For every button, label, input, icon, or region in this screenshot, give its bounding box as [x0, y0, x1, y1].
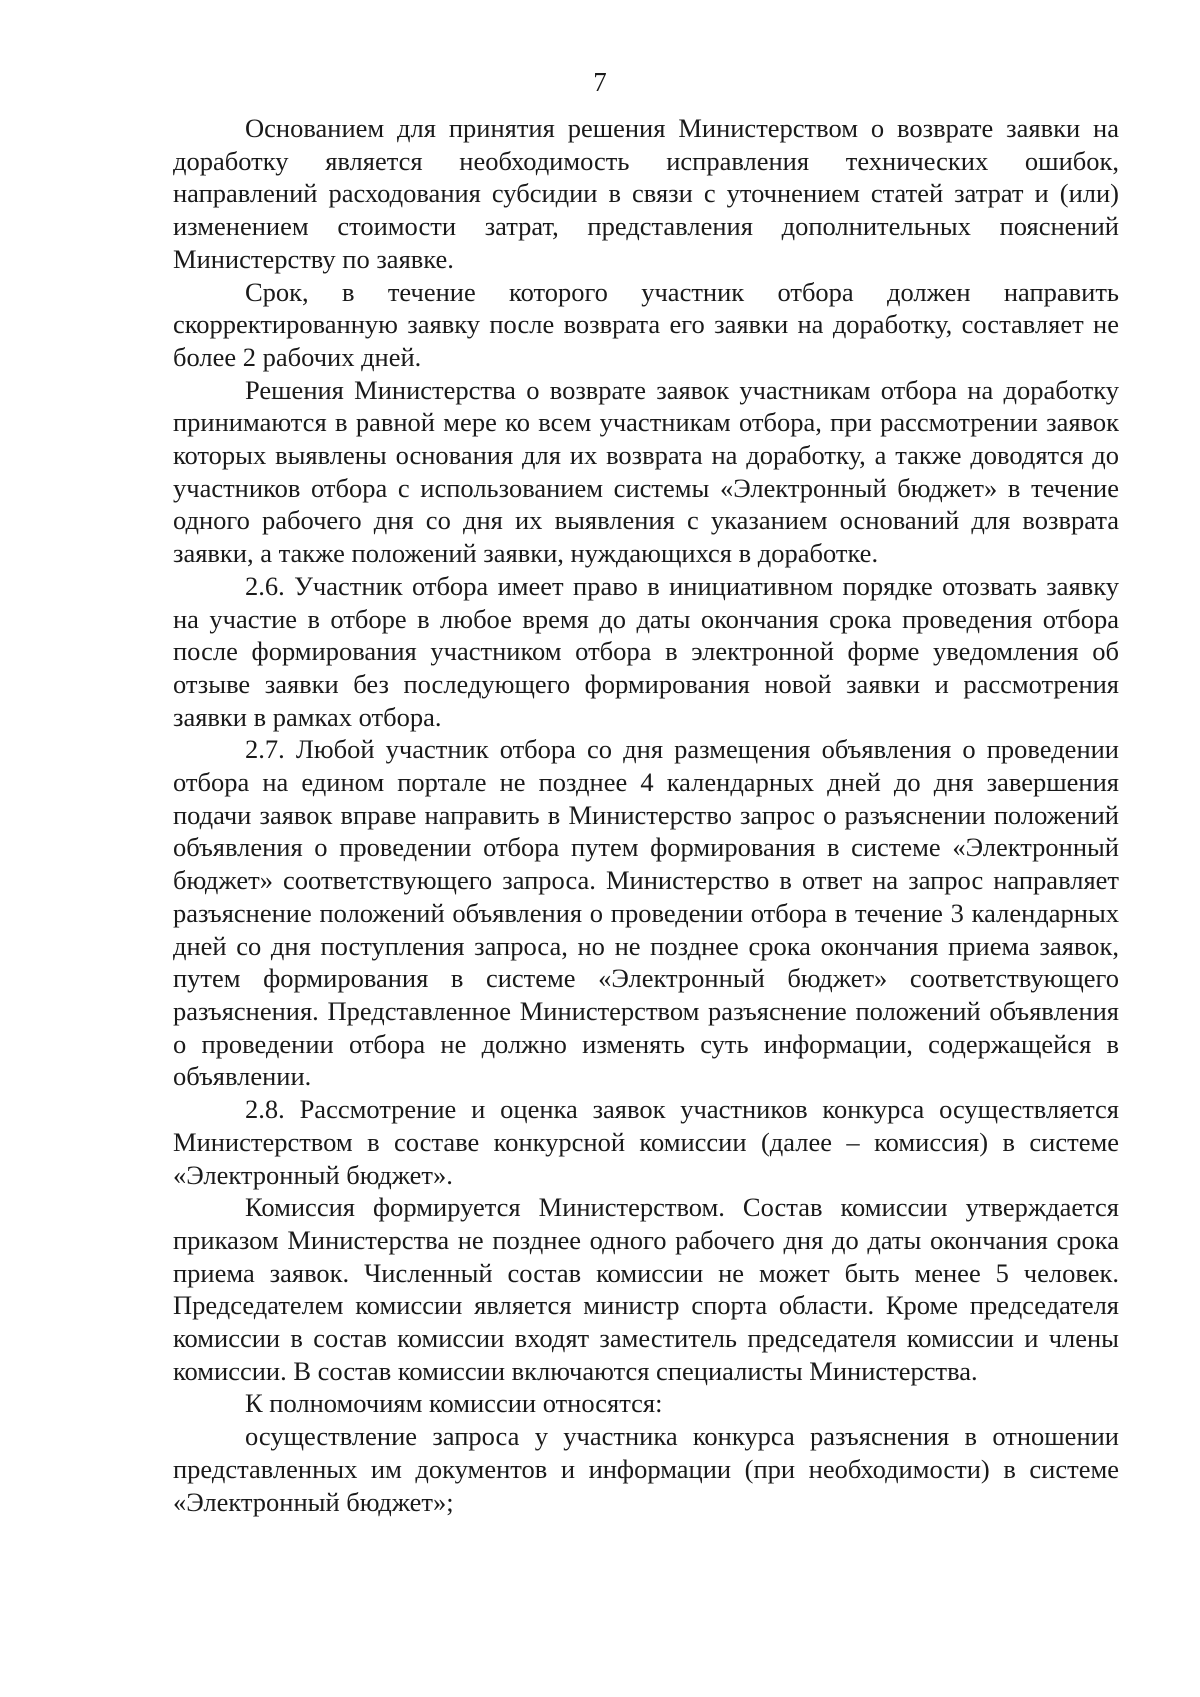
paragraph-resubmission-deadline: Срок, в течение которого участник отбора должен направить скорректированную заявку после возврата его заявки на доработку, составляет не более 2 рабочих дней. [173, 276, 1119, 372]
paragraph-return-grounds: Основанием для принятия решения Министерством о возврате заявки на доработку является необходимость исправления технических ошибок, направлений расходования субсидии в связи с уточнением статей затрат и (или) изменением стоимости затрат, представления дополнительных пояснений Министерству по заявке. [173, 113, 1119, 274]
paragraph-commission-powers: К полномочиям комиссии относятся: [245, 1388, 663, 1419]
page-number: 7 [593, 67, 607, 97]
document-body [173, 112, 1119, 1518]
paragraph-return-decisions: Решения Министерства о возврате заявок участникам отбора на доработку принимаются в равной мере ко всем участникам отбора, при рассмотрении заявок которых выявлены основания для их возврата на доработку, а также доводятся до участников отбора с использованием системы «Электронный бюджет» в течение одного рабочего дня со дня их выявления с указанием оснований для возврата заявки, а также положений заявки, нуждающихся в доработке. [173, 374, 1119, 569]
paragraph-clarification-request: осуществление запроса у участника конкурса разъяснения в отношении представленных им документов и информации (при необходимости) в системе «Электронный бюджет»; [173, 1421, 1119, 1517]
paragraph-commission-composition: Комиссия формируется Министерством. Состав комиссии утверждается приказом Министерства не позднее одного рабочего дня до даты окончания срока приема заявок. Численный состав комиссии не может быть менее 5 человек. Председателем комиссии является министр спорта области. Кроме председателя комиссии в состав комиссии входят заместитель председателя комиссии и члены комиссии. В состав комиссии включаются специалисты Министерства. [173, 1192, 1119, 1386]
paragraph-2-6-withdrawal: 2.6. Участник отбора имеет право в инициативном порядке отозвать заявку на участие в отборе в любое время до даты окончания срока проведения отбора после формирования участником отбора в электронной форме уведомления об отзыве заявки без последующего формирования новой заявки и рассмотрения заявки в рамках отбора. [173, 570, 1119, 732]
paragraph-2-8-review: 2.8. Рассмотрение и оценка заявок участников конкурса осуществляется Министерством в составе конкурсной комиссии (далее – комиссия) в системе «Электронный бюджет». [173, 1094, 1119, 1190]
paragraph-2-7-clarification: 2.7. Любой участник отбора со дня размещения объявления о проведении отбора на едином портале не позднее 4 календарных дней до дня завершения подачи заявок вправе направить в Министерство запрос о разъяснении положений объявления о проведении отбора путем формирования в системе «Электронный бюджет» соответствующего запроса. Министерство в ответ на запрос направляет разъяснение положений объявления о проведении отбора в течение 3 календарных дней со дня поступления запроса, но не позднее срока окончания приема заявок, путем формирования в системе «Электронный бюджет» соответствующего разъяснения. Представленное Министерством разъяснение положений объявления о проведении отбора не должно изменять суть информации, содержащейся в объявлении. [173, 734, 1119, 1092]
